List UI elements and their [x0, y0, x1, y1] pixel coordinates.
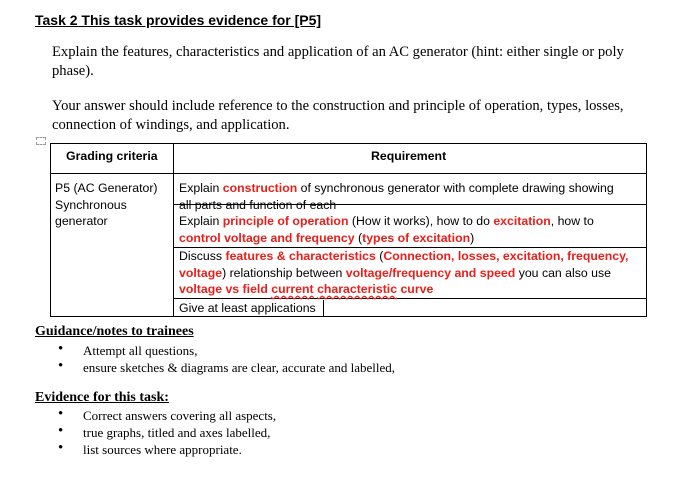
list-item: • Attempt all questions,	[58, 342, 395, 359]
criteria-line: generator	[55, 214, 108, 228]
grading-table	[50, 143, 647, 317]
requirement-features: Discuss features & characteristics (Connection, losses, excitation, frequency, voltage) relationship between voltage/frequency and speed you can also use voltage vs field current characteristic curve	[179, 249, 629, 296]
criteria-line: Synchronous	[55, 197, 127, 212]
criteria-cell	[55, 180, 158, 230]
guidance-list	[58, 342, 395, 376]
instruction-paragraph: Explain the features, characteristics and application of an AC generator (hint: either single or poly phase).	[52, 44, 624, 79]
list-item: • ensure sketches & diagrams are clear, accurate and labelled,	[58, 359, 395, 376]
task-heading: Task 2 This task provides evidence for [P5]	[35, 12, 322, 28]
requirement-applications: Give at least applications	[179, 301, 316, 315]
evidence-list	[58, 407, 276, 458]
col-header-grading-criteria: Grading criteria	[66, 149, 158, 163]
requirement-construction: Explain construction of synchronous generator with complete drawing showing all parts and function of each	[179, 181, 614, 212]
evidence-title: Evidence for this task:	[35, 390, 169, 405]
answer-requirements-paragraph: Your answer should include reference to the construction and principle of operation, types, losses, connection of windings, and application.	[52, 98, 624, 133]
list-item: • true graphs, titled and axes labelled,	[58, 424, 276, 441]
criteria-line: P5 (AC Generator)	[55, 181, 158, 195]
list-item: • Correct answers covering all aspects,	[58, 407, 276, 424]
col-header-requirement: Requirement	[371, 149, 447, 163]
requirement-principle: Explain principle of operation (How it works), how to do excitation, how to control voltage and frequency (types of excitation)	[179, 214, 594, 245]
guidance-title: Guidance/notes to trainees	[35, 324, 194, 339]
table-move-handle-icon[interactable]	[36, 137, 46, 145]
list-item: • list sources where appropriate.	[58, 441, 276, 458]
